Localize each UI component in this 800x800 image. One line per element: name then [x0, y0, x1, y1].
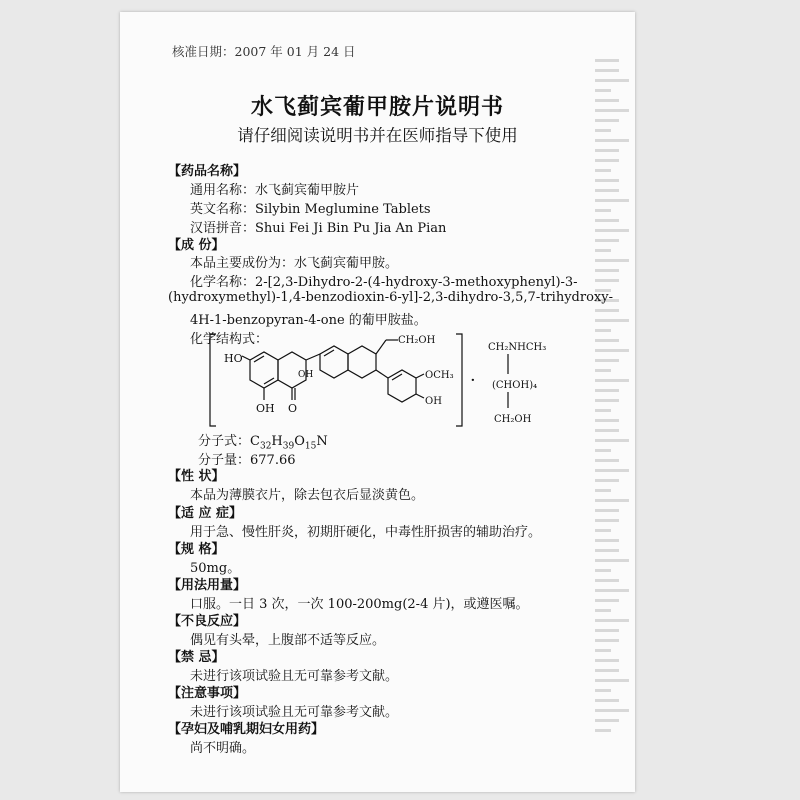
main-ingredient: 本品主要成份为：水飞蓟宾葡甲胺。	[190, 256, 399, 271]
chem-name-line-1: 化学名称：2-[2,3-Dihydro-2-(4-hydroxy-3-methoxyphenyl)-3-	[190, 275, 578, 290]
english-name: 英文名称：Silybin Meglumine Tablets	[190, 202, 431, 217]
document-subtitle: 请仔细阅读说明书并在医师指导下使用	[237, 126, 518, 145]
formula-c-count: 32	[259, 441, 272, 452]
label-meglumine-mid: (CHOH)₄	[492, 380, 538, 391]
heading-specification: 【规 格】	[168, 542, 225, 557]
label-oh-ring: OH	[298, 370, 314, 380]
bleed-through-text	[595, 52, 635, 772]
heading-dosage: 【用法用量】	[168, 578, 247, 593]
heading-precautions: 【注意事项】	[168, 686, 247, 701]
label-ho-left: HO	[224, 352, 243, 365]
dosage-text: 口服。一日 3 次，一次 100-200mg(2-4 片)，或遵医嘱。	[190, 597, 529, 612]
label-salt-dot: ·	[470, 370, 476, 391]
formula-h-count: 39	[282, 441, 295, 452]
indications-text: 用于急、慢性肝炎，初期肝硬化，中毒性肝损害的辅助治疗。	[190, 525, 542, 540]
pinyin-name: 汉语拼音：Shui Fei Ji Bin Pu Jia An Pian	[190, 221, 447, 236]
pregnancy-text: 尚不明确。	[190, 741, 256, 756]
label-oh-right: OH	[425, 396, 442, 407]
label-o-keto: O	[288, 402, 298, 415]
approval-date: 核准日期：2007 年 01 月 24 日	[172, 44, 356, 59]
properties-text: 本品为薄膜衣片，除去包衣后显淡黄色。	[190, 488, 425, 503]
leaflet-page	[120, 12, 635, 792]
formula-o-count: 15	[304, 441, 317, 452]
label-och3: OCH₃	[425, 370, 454, 381]
label-oh-bottom: OH	[256, 402, 275, 415]
precautions-text: 未进行该项试验且无可靠参考文献。	[190, 705, 399, 720]
chemical-structure	[208, 330, 578, 430]
molecular-weight: 分子量：677.66	[198, 453, 296, 468]
heading-drug-name: 【药品名称】	[168, 164, 247, 179]
label-meglumine-top: CH₂NHCH₃	[488, 342, 547, 353]
common-name: 通用名称：水飞蓟宾葡甲胺片	[190, 183, 360, 198]
heading-adverse-reactions: 【不良反应】	[168, 614, 247, 629]
chem-name-line-3: 4H-1-benzopyran-4-one 的葡甲胺盐。	[190, 313, 427, 328]
formula-c: C	[250, 434, 260, 449]
label-meglumine-bottom: CH₂OH	[494, 414, 532, 425]
heading-contraindications: 【禁 忌】	[168, 650, 225, 665]
heading-ingredients: 【成 份】	[168, 238, 225, 253]
adverse-reactions-text: 偶见有头晕，上腹部不适等反应。	[190, 633, 386, 648]
chem-name-line-2: (hydroxymethyl)-1,4-benzodioxin-6-yl]-2,3-dihydro-3,5,7-trihydroxy-	[168, 290, 613, 305]
contraindications-text: 未进行该项试验且无可靠参考文献。	[190, 669, 399, 684]
heading-pregnancy: 【孕妇及哺乳期妇女用药】	[168, 722, 325, 737]
heading-indications: 【适 应 症】	[168, 506, 243, 521]
document-title: 水飞蓟宾葡甲胺片说明书	[250, 94, 504, 120]
formula-label: 分子式：	[198, 434, 251, 449]
specification-text: 50mg。	[190, 561, 241, 576]
heading-properties: 【性 状】	[168, 469, 225, 484]
structure-label: 化学结构式：	[190, 332, 269, 347]
formula-n: N	[316, 434, 328, 449]
formula-h: H	[271, 434, 283, 449]
label-ch2oh: CH₂OH	[398, 335, 436, 346]
formula-o: O	[294, 434, 305, 449]
